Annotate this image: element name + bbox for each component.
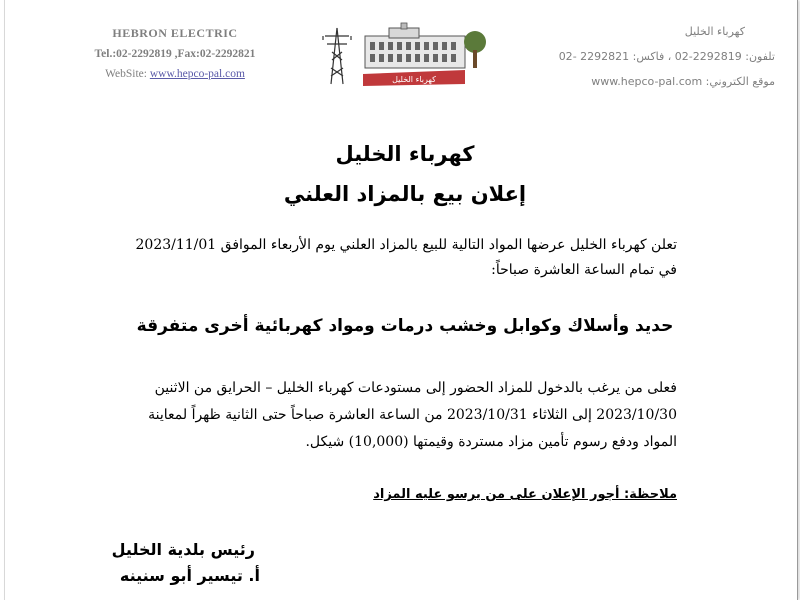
intro-line-1: تعلن كهرباء الخليل عرضها المواد التالية للبيع بالمزاد العلني يوم الأربعاء الموافق 2023/11/01 (135, 237, 677, 253)
website-link-en[interactable]: www.hepco-pal.com (149, 68, 245, 80)
auction-subject: حديد وأسلاك وكوابل وخشب درمات ومواد كهربائية أخرى متفرقة (136, 316, 674, 336)
website-en (65, 68, 285, 80)
intro-line-2: في تمام الساعة العاشرة صباحاً: (491, 262, 677, 278)
body-line-2: 2023/10/30 إلى الثلاثاء 2023/10/31 من الساعة العاشرة صباحاً حتى الثانية ظهراً لمعاينة (148, 407, 677, 423)
letterhead-english (65, 26, 285, 80)
signature-name: أ. تيسير أبو سنينه (119, 566, 260, 585)
tree-icon (464, 31, 486, 68)
website-label-en: WebSite: (105, 68, 150, 80)
letterhead-arabic (515, 25, 775, 88)
document-page (4, 0, 798, 600)
power-tower-icon (323, 28, 351, 84)
building-icon (365, 23, 465, 68)
signature-title: رئيس بلدية الخليل (111, 540, 255, 559)
company-name-ar: كهرباء الخليل (684, 25, 745, 38)
body-line-3: المواد ودفع رسوم تأمين مزاد مستردة وقيمتها (10,000) شيكل. (305, 434, 677, 450)
company-logo (315, 22, 491, 88)
note-line: ملاحظة: أجور الإعلان على من يرسو عليه المزاد (373, 487, 677, 502)
website-ar: موقع الكتروني: www.hepco-pal.com (591, 75, 775, 88)
company-name-en: HEBRON ELECTRIC (112, 26, 238, 40)
phone-fax-ar: تلفون: 2292819-02 ، فاكس: 2292821 -02 (558, 50, 775, 63)
phone-fax-en: Tel.:02-2292819 ,Fax:02-2292821 (94, 48, 256, 60)
document-subtitle: إعلان بيع بالمزاد العلني (283, 182, 527, 206)
body-line-1: فعلى من يرغب بالدخول للمزاد الحضور إلى مستودعات كهرباء الخليل – الحرايق من الاثنين (154, 380, 677, 396)
logo-caption: كهرباء الخليل (392, 75, 436, 84)
document-title: كهرباء الخليل (335, 142, 475, 166)
